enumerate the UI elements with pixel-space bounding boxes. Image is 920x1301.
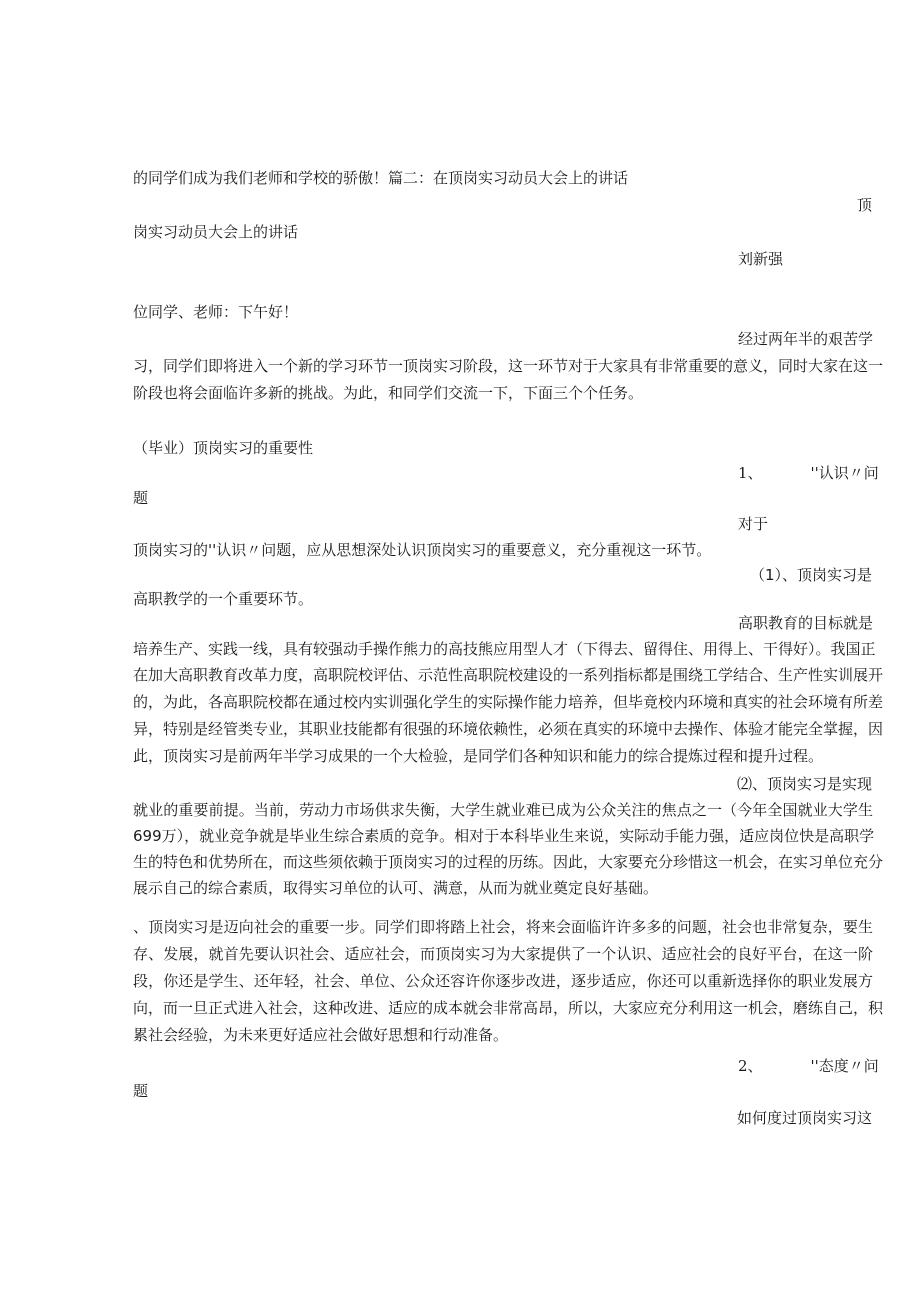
text-line: 对于	[738, 515, 769, 533]
text-line: 习，同学们即将进入一个新的学习环节一顶岗实习阶段，这一环节对于大家具有非常重要的意义，同时大家在这一	[133, 357, 884, 375]
greeting-line: 位同学、老师：下午好！	[133, 303, 299, 321]
text-line: 岗实习动员大会上的讲话	[133, 223, 299, 241]
text-line: 就业的重要前提。当前，劳动力市场供求失衡，大学生就业难已成为公众关注的焦点之一（今年全国就业大学生	[133, 801, 873, 819]
text-line: 高职教学的一个重要环节。	[133, 590, 314, 608]
author-name: 刘新强	[738, 250, 784, 268]
text-line: ⑵、顶岗实习是实现	[736, 775, 872, 793]
text-line: 段，你还是学生、还年轻，社会、单位、公众还容许你逐步改进，逐步适应，你还可以重新选择你的职业发展方	[133, 972, 873, 990]
item-number: 1、	[738, 464, 763, 482]
text-line: 如何度过顶岗实习这	[736, 1109, 872, 1127]
text-line: 顶岗实习的''认识〃问题，应从思想深处认识顶岗实习的重要意义，充分重视这一环节。	[133, 541, 712, 559]
text-line: 题	[133, 1082, 149, 1100]
item-number: 2、	[738, 1057, 763, 1075]
text-line: 高职教育的目标就是	[738, 614, 874, 632]
text-line: 、顶岗实习是迈向社会的重要一步。同学们即将踏上社会，将来会面临许许多多的问题，社会也非常复杂，要生	[133, 918, 873, 936]
text-line: 此，顶岗实习是前两年半学习成果的一个大检验，是同学们各种知识和能力的综合提炼过程和提升过程。	[133, 747, 824, 765]
text-line: 顶	[856, 196, 872, 214]
text-line: 培养生产、实践一线，具有较强动手操作熊力的高技熊应用型人才（下得去、留得住、用得上、干得好）。我国正	[133, 640, 876, 658]
text-line: 699万），就业竞争就是毕业生综合素质的竞争。相对于本科毕业生来说，实际动手能力强，适应岗位快是高职学	[133, 827, 875, 845]
text-line: （1）、顶岗实习是	[749, 566, 872, 584]
item-title: ''态度〃问	[810, 1057, 879, 1075]
subheading-line	[738, 461, 879, 485]
text-line: 阶段也将会面临许多新的挑战。为此，和同学们交流一下，下面三个个任务。	[133, 384, 644, 402]
subheading-line	[738, 1054, 879, 1078]
item-title: ''认识〃问	[810, 464, 879, 482]
section-heading: （毕业）顶岗实习的重要性	[133, 439, 314, 457]
text-line: 题	[133, 489, 149, 507]
text-line: 存、发展，就首先要认识社会、适应社会，而顶岗实习为大家提供了一个认识、适应社会的良好平台，在这一阶	[133, 945, 873, 963]
text-line: 展示自己的综合素质，取得实习单位的认可、满意，从而为就业奠定良好基础。	[133, 879, 659, 897]
text-line: 向，而一旦正式进入社会，这种改进、适应的成本就会非常高昂，所以，大家应充分利用这一机会，磨练自己，积	[133, 999, 884, 1017]
text-line: 的，为此，各高职院校都在通过校内实训强化学生的实际操作能力培养，但毕竟校内环境和真实的社会环境有所差	[133, 693, 884, 711]
text-line: 的同学们成为我们老师和学校的骄傲！篇二：在顶岗实习动员大会上的讲话	[133, 169, 629, 187]
text-line: 经过两年半的艰苦学	[738, 330, 874, 348]
text-line: 异，特别是经管类专业，其职业技能都有很强的环境依赖性，必须在真实的环境中去操作、体验才能完全掌握，因	[133, 720, 884, 738]
text-line: 生的特色和优势所在，而这些须依赖于顶岗实习的过程的历练。因此，大家要充分珍惜这一机会，在实习单位充分	[133, 853, 884, 871]
text-line: 累社会经验，为未来更好适应社会做好思想和行动准备。	[133, 1026, 509, 1044]
text-line: 在加大高职教育改革力度，高职院校评估、示范性高职院校建设的一系列指标都是围绕工学结合、生产性实训展开	[133, 666, 884, 684]
